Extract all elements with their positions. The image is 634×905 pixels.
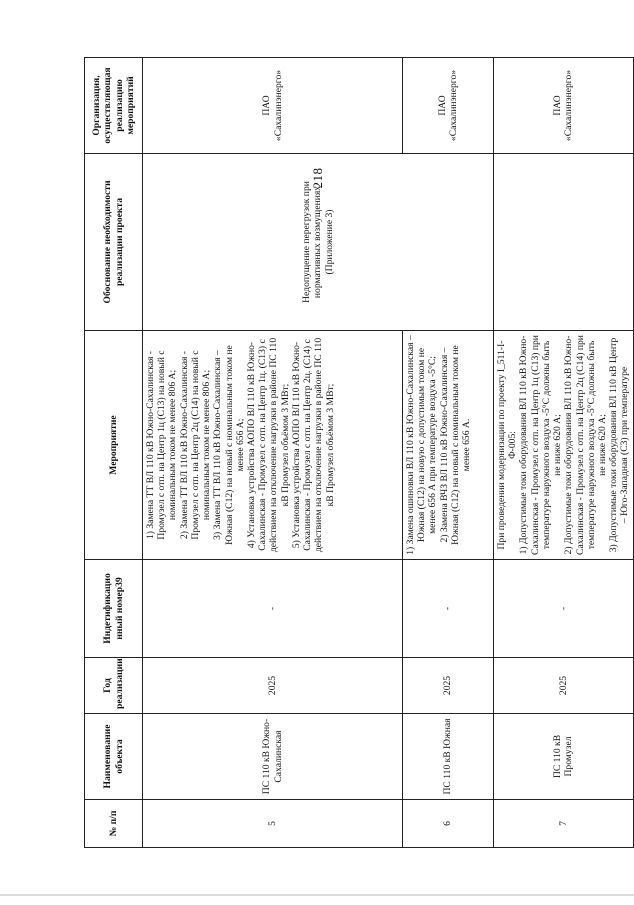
cell-org: ПАО «Сахалинэнерго» [143, 58, 403, 154]
header-year: Год реализации [85, 658, 143, 714]
measure-item: 3) Замена ТТ ВЛ 110 кВ Южно-Сахалинская – Южная (С12) на новый с номинальным током не менее 656 А; [212, 345, 246, 545]
cell-num: 6 [403, 800, 494, 848]
cell-org: ПАО «Сахалинэнерго» [494, 58, 634, 154]
cell-id: - [403, 560, 494, 658]
measure-item: 5) Установка устройства АОПО ВЛ 110 кВ Южно-Сахалинская - Промузел с отп. на Центр 2ц. (С14) с действием на отключение нагрузки в районе ПС 110 кВ Промузел объёмом 3 МВт; [290, 337, 336, 553]
rotated-table-container [84, 58, 631, 848]
cell-object: ПС 110 кВ Южная [403, 714, 494, 800]
header-justification: Обоснование необходимости реализации проекта [85, 154, 143, 331]
table-header-row [85, 58, 143, 848]
cell-measures [403, 331, 494, 560]
scan-edge-line [0, 894, 634, 896]
cell-year: 2025 [403, 658, 494, 714]
measure-item: 2) Замена ВЧЗ ВЛ 110 кВ Южно-Сахалинская – Южная (С12) на новый с номинальным током не менее 656 А. [438, 345, 473, 545]
cell-num: 7 [494, 800, 634, 848]
cell-object: ПС 110 кВ Южно-Сахалинская [143, 714, 403, 800]
cell-year: 2025 [494, 658, 634, 714]
cell-object: ПС 110 кВ Промузел [494, 714, 634, 800]
header-id: Индетификацио нный номер39 [85, 560, 143, 658]
measure-item: 4) Установка устройства АОПО ВЛ 110 кВ Южно-Сахалинская - Промузел с отп. на Центр 1ц. (С13) с действием на отключение нагрузки в районе ПС 110 кВ Промузел объёмом 3 МВт; [245, 337, 291, 553]
measure-item: 1) Замена ТТ ВЛ 110 кВ Южно-Сахалинская - Промузел с отп. на Центр 1ц (С13) на новый с номинальным током не менее 806 А; [145, 350, 179, 540]
cell-num: 5 [143, 800, 403, 848]
table-row [143, 58, 403, 848]
cell-year: 2025 [143, 658, 403, 714]
measures-table [84, 57, 634, 848]
cell-justification [494, 154, 634, 331]
header-measures: Мероприятие [85, 331, 143, 560]
header-num: № п/п [85, 800, 143, 848]
measure-item: 2) Замена ТТ ВЛ 110 кВ Южно-Сахалинская - Промузел с отп. на Центр 2ц (С14) на новый с номинальным током не менее 806 А; [178, 350, 213, 540]
table-row [494, 58, 634, 848]
header-org: Организация, осуществляющая реализацию мероприятий [85, 58, 143, 154]
page-number: 218 [310, 167, 325, 189]
header-object: Наименование объекта [85, 714, 143, 800]
measure-item: 2) Допустимые токи оборудования ВЛ 110 кВ Южно-Сахалинская - Промузел с отп. на Центр 2ц (С14) при температуре наружного воздуха -5°С должны быть не ниже 620 А; [563, 335, 608, 555]
cell-org: ПАО «Сахалинэнерго» [403, 58, 494, 154]
cell-measures [494, 331, 634, 560]
cell-id: - [143, 560, 403, 658]
cell-justification: Недопущение перегрузок при нормативных возмущениях (Приложение 3) [143, 154, 494, 331]
measure-item: При проведении модернизации по проекту I_511-I-Ф-005: [496, 340, 519, 550]
cell-measures [143, 331, 403, 560]
measure-item: 1) Замена ошиновки ВЛ 110 кВ Южно-Сахалинская – Южная (С12) на новую с допустимым током не менее 656 А при температуре воздуха -5°С; [405, 335, 439, 555]
measure-item: 1) Допустимые токи оборудования ВЛ 110 кВ Южно-Сахалинская - Промузел с отп. на Центр 1ц (С13) при температуре наружного воздуха -5°С должны быть не ниже 620 А; [518, 335, 564, 555]
cell-id: - [494, 560, 634, 658]
measure-item: 3) Допустимые токи оборудования ВЛ 110 кВ Центр – Юго-Западная (С3) при температуре [608, 337, 631, 553]
